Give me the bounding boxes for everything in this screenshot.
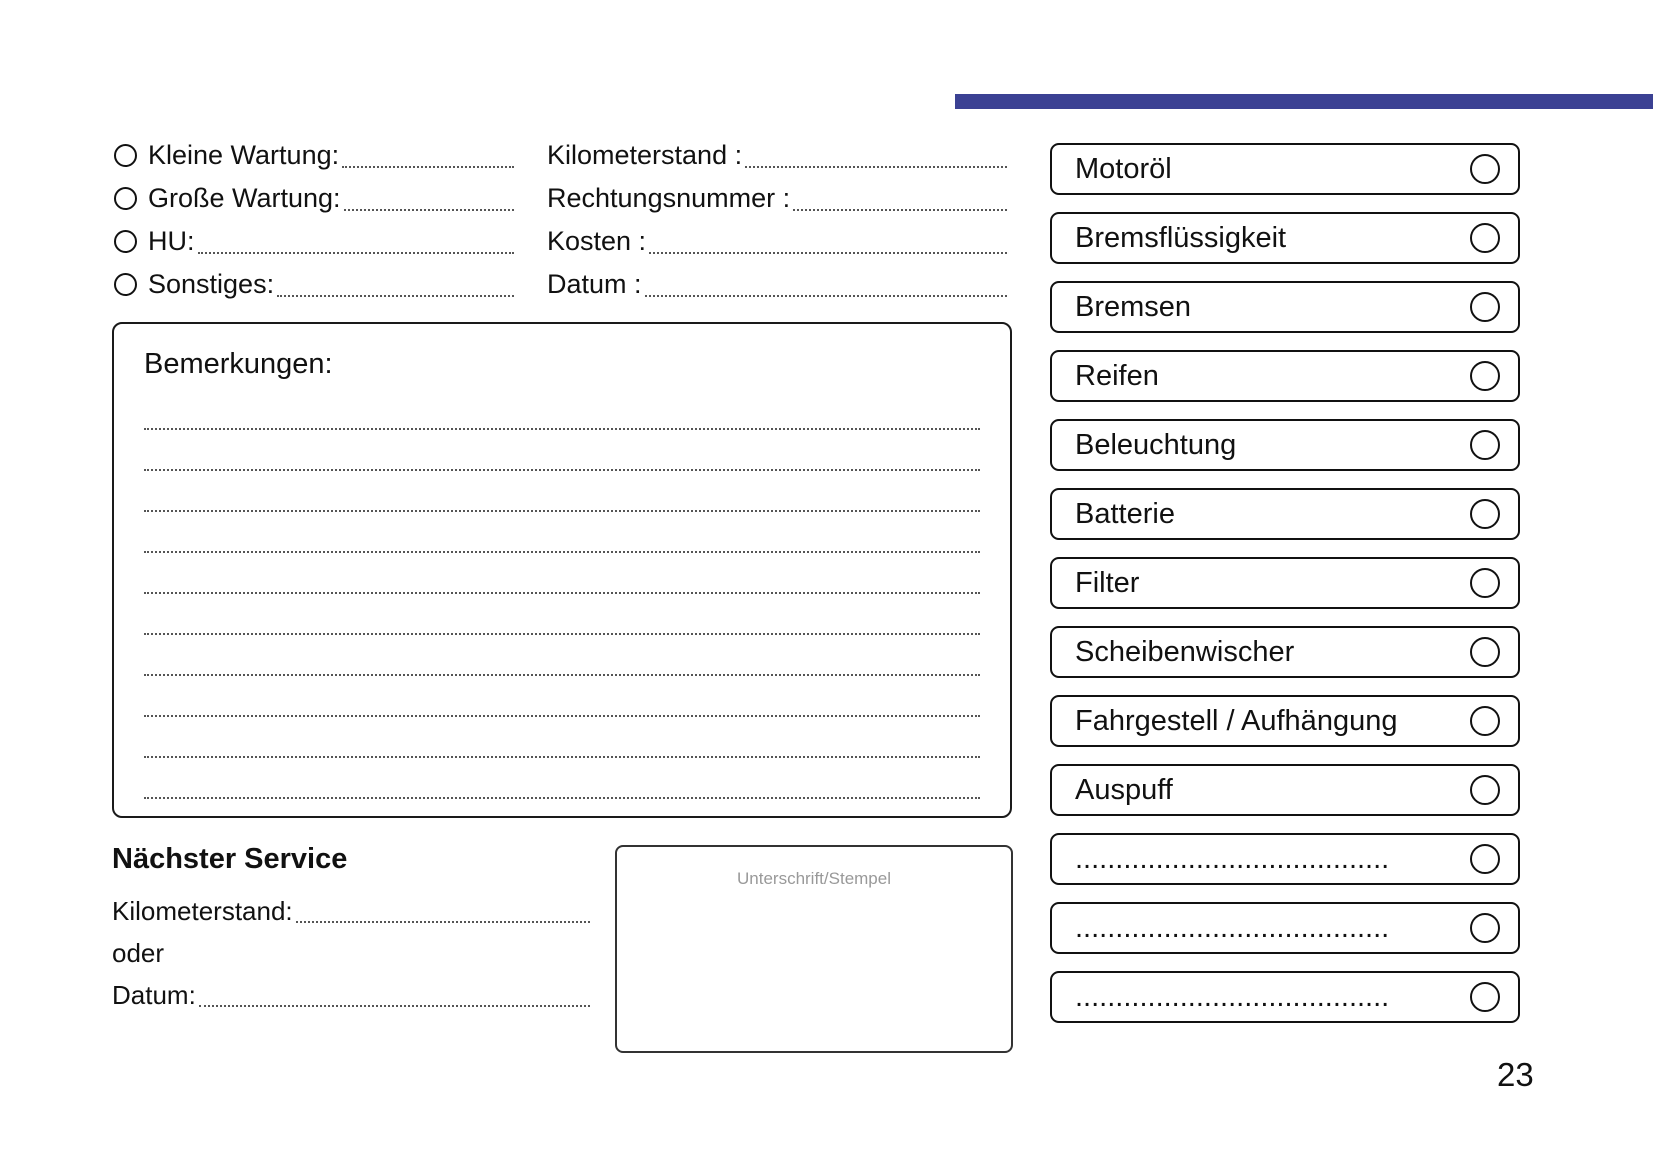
checklist-item-label: Batterie	[1075, 497, 1175, 530]
checklist-item	[1050, 626, 1520, 678]
service-type-row	[114, 177, 514, 220]
service-detail-label: Rechtungsnummer :	[547, 183, 791, 213]
service-detail-row	[547, 220, 1007, 263]
dotted-fill-line	[199, 983, 590, 1007]
checklist-item	[1050, 833, 1520, 885]
checklist-item	[1050, 350, 1520, 402]
service-detail-label: Kosten :	[547, 226, 647, 256]
service-type-list	[114, 134, 514, 306]
remark-dotted-line	[144, 512, 980, 553]
checkbox-circle[interactable]	[1470, 568, 1500, 598]
remarks-lines	[144, 389, 980, 799]
dotted-fill-line	[344, 187, 514, 211]
radio-button[interactable]	[114, 144, 137, 167]
checklist-item-label: .......................................	[1075, 842, 1390, 875]
signature-stamp-box	[615, 845, 1013, 1053]
checklist-item	[1050, 557, 1520, 609]
dotted-fill-line	[198, 230, 515, 254]
remark-dotted-line	[144, 635, 980, 676]
next-service-date-label: Datum:	[112, 979, 196, 1010]
checkbox-circle[interactable]	[1470, 637, 1500, 667]
checklist-item-label: .......................................	[1075, 911, 1390, 944]
next-service-kilometer-label: Kilometerstand:	[112, 895, 293, 926]
checklist-item	[1050, 902, 1520, 954]
service-type-row	[114, 220, 514, 263]
service-detail-row	[547, 263, 1007, 306]
dotted-fill-line	[342, 144, 514, 168]
remark-dotted-line	[144, 553, 980, 594]
remark-dotted-line	[144, 758, 980, 799]
checkbox-circle[interactable]	[1470, 292, 1500, 322]
next-service-section	[112, 843, 590, 1016]
service-type-row	[114, 263, 514, 306]
checkbox-circle[interactable]	[1470, 913, 1500, 943]
checkbox-circle[interactable]	[1470, 844, 1500, 874]
service-type-label: Sonstiges:	[148, 269, 275, 299]
service-type-label: Große Wartung:	[148, 183, 341, 213]
next-service-kilometer-row	[112, 890, 590, 932]
checkbox-circle[interactable]	[1470, 499, 1500, 529]
remark-dotted-line	[144, 676, 980, 717]
checklist-item-label: Auspuff	[1075, 773, 1173, 806]
checklist-item-label: Filter	[1075, 566, 1140, 599]
service-detail-row	[547, 134, 1007, 177]
dotted-fill-line	[277, 273, 514, 297]
dotted-fill-line	[296, 899, 590, 923]
checkbox-circle[interactable]	[1470, 223, 1500, 253]
radio-button[interactable]	[114, 230, 137, 253]
dotted-fill-line	[645, 273, 1007, 297]
checkbox-circle[interactable]	[1470, 775, 1500, 805]
next-service-date-row	[112, 974, 590, 1016]
checklist-item-label: Beleuchtung	[1075, 428, 1237, 461]
dotted-fill-line	[649, 230, 1007, 254]
checklist-item	[1050, 488, 1520, 540]
page-number: 23	[1497, 1056, 1534, 1093]
remark-dotted-line	[144, 389, 980, 430]
service-type-label: Kleine Wartung:	[148, 140, 340, 170]
checklist-item-label: .......................................	[1075, 980, 1390, 1013]
checklist-item-label: Reifen	[1075, 359, 1159, 392]
remark-dotted-line	[144, 717, 980, 758]
checklist-item-label: Bremsen	[1075, 290, 1192, 323]
remarks-title: Bemerkungen:	[144, 348, 333, 380]
service-detail-row	[547, 177, 1007, 220]
checklist-item	[1050, 212, 1520, 264]
remark-dotted-line	[144, 430, 980, 471]
remarks-box	[112, 322, 1012, 818]
checklist-item-label: Bremsflüssigkeit	[1075, 221, 1287, 254]
checklist-item	[1050, 281, 1520, 333]
remark-dotted-line	[144, 594, 980, 635]
next-service-title: Nächster Service	[112, 843, 348, 875]
checklist	[1050, 143, 1520, 1040]
checklist-item	[1050, 971, 1520, 1023]
checklist-item-label: Scheibenwischer	[1075, 635, 1295, 668]
checklist-item	[1050, 695, 1520, 747]
checklist-item-label: Fahrgestell / Aufhängung	[1075, 704, 1398, 737]
checklist-item	[1050, 764, 1520, 816]
radio-button[interactable]	[114, 273, 137, 296]
checkbox-circle[interactable]	[1470, 706, 1500, 736]
service-detail-label: Datum :	[547, 269, 642, 299]
next-service-or-label: oder	[112, 937, 165, 968]
checklist-item	[1050, 419, 1520, 471]
dotted-fill-line	[793, 187, 1007, 211]
checklist-item	[1050, 143, 1520, 195]
remark-dotted-line	[144, 471, 980, 512]
service-type-label: HU:	[148, 226, 195, 256]
checkbox-circle[interactable]	[1470, 154, 1500, 184]
checkbox-circle[interactable]	[1470, 982, 1500, 1012]
checkbox-circle[interactable]	[1470, 361, 1500, 391]
service-type-row	[114, 134, 514, 177]
service-detail-list	[547, 134, 1007, 306]
next-service-or-row	[112, 932, 590, 974]
dotted-fill-line	[745, 144, 1007, 168]
checklist-item-label: Motoröl	[1075, 152, 1172, 185]
radio-button[interactable]	[114, 187, 137, 210]
accent-bar	[955, 94, 1653, 109]
signature-stamp-label: Unterschrift/Stempel	[737, 869, 891, 888]
checkbox-circle[interactable]	[1470, 430, 1500, 460]
service-detail-label: Kilometerstand :	[547, 140, 743, 170]
